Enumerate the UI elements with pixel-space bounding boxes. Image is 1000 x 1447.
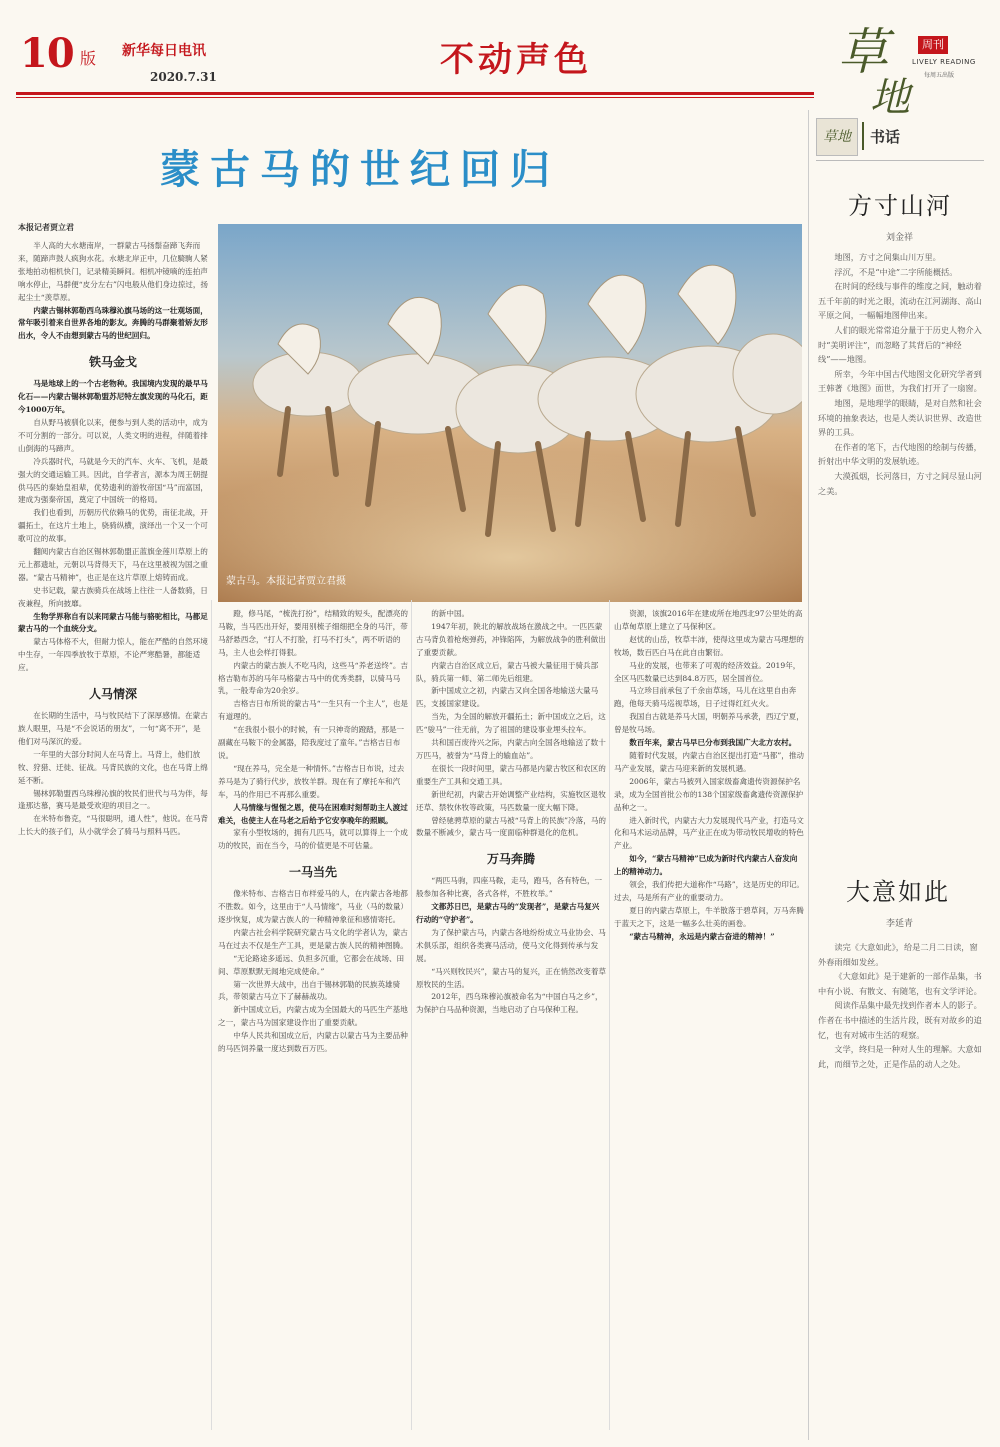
paragraph: 吉格吉日布所说的蒙古马“一生只有一个主人”，也是有道理的。: [218, 699, 408, 722]
column-divider: [609, 600, 610, 1430]
sidebar-rule: [816, 160, 984, 161]
paragraph: 锡林郭勒盟西乌珠穆沁旗的牧民们世代与马为伴，每逢那达慕，赛马是最受欢迎的项目之一。: [18, 788, 208, 811]
paragraph: 翻阅内蒙古自治区锡林郭勒盟正蓝旗金莲川草原上的元上都遗址，元朝以马背得天下，马在这里被视为国之重器。“蒙古马精神”，也正是在这片草原上熔铸而成。: [18, 547, 208, 582]
sidebar-divider: [808, 110, 809, 1440]
paragraph: 在作者的笔下，古代地图的绘制与传播，折射出中华文明的发展轨迹。: [818, 441, 982, 467]
section-subhead: 人马情深: [88, 687, 137, 702]
paragraph: 文学，终归是一种对人生的理解。大意如此，而细节之处，正是作品的动人之处。: [818, 1044, 982, 1069]
sidebar-article-author: 李延青: [886, 919, 914, 929]
column-divider: [211, 600, 212, 1430]
paper-name: 新华每日电讯: [122, 43, 206, 59]
paragraph: 我们也看到，历朝历代依赖马的优势，南征北战，开疆拓土，在这片土地上，骁骑纵横，演绎出一个又一个可歌可泣的故事。: [18, 508, 208, 544]
paragraph: 自从野马被驯化以来，便参与到人类的活动中，成为不可分割的一部分。可以说，人类文明的进程，伴随着排山倒海的马蹄声。: [18, 417, 208, 453]
column-divider: [411, 600, 412, 1430]
paragraph: 的新中国。: [431, 609, 470, 618]
section-subhead: 一马当先: [288, 865, 337, 880]
photo-caption: 蒙古马。本报记者贾立君摄: [226, 576, 346, 587]
paper-date: 2020.7.31: [150, 70, 217, 84]
paragraph: “马兴则牧民兴”，蒙古马的复兴，正在悄然改变着草原牧民的生活。: [416, 966, 606, 989]
page-header: [0, 0, 1000, 121]
paragraph: 为了保护蒙古马，内蒙古各地纷纷成立马业协会、马术俱乐部，组织各类赛马活动，使马文化得到传承与发展。: [416, 927, 606, 963]
paragraph: “两匹马驹，四座马鞍，走马，跑马，各有特色，一般参加各种比赛，各式各样，不胜枚举。”: [416, 876, 603, 899]
paragraph: 马业的发展，也带来了可观的经济效益。2019年，全区马匹数量已达到84.8万匹，居全国首位。: [614, 660, 801, 683]
paragraph: 2006年，蒙古马被列入国家级畜禽遗传资源保护名录，成为全国首批公布的138个国家级畜禽遗传资源保护品种之一。: [614, 776, 804, 812]
paragraph: 中华人民共和国成立后，内蒙古以蒙古马为主要品种的马匹饲养量一度达到数百万匹。: [218, 1031, 408, 1054]
sidebar-article-body: [818, 940, 984, 1430]
sidebar-article-author: 刘金祥: [886, 233, 914, 243]
paragraph: 蹬，修马尾，“梳洗打扮”，结精致的短头，配漂亮的马鞍，当马匹出开好，要用别梳子细细把全身的马汗，带马舒悬西念，“打人不打脸，打马不打头”，两不听语的马，主人也会样打得狠。: [218, 609, 408, 657]
sidebar-article-title: 大意如此: [846, 878, 950, 906]
horses-illustration: [218, 224, 802, 602]
header-rule-thin: [16, 97, 814, 98]
paragraph: 马立珍目前承包了千余亩草场，马儿在这里自由奔跑，他每天骑马巡视草场，日子过得红红火火。: [614, 686, 797, 709]
sidebar-article-body: [818, 250, 984, 770]
section-subhead: 铁马金戈: [88, 355, 137, 370]
article-column-4: [614, 608, 804, 1430]
paragraph: 第一次世界大战中，出自于锡林郭勒的民族英雄骑兵，带领蒙古马立下了赫赫战功。: [218, 979, 401, 1002]
paragraph: 如今，“蒙古马精神”已成为新时代内蒙古人奋发向上的精神动力。: [614, 854, 798, 877]
article-column-3: [416, 608, 606, 1430]
paragraph: 内蒙古社会科学院研究蒙古马文化的学者认为，蒙古马在过去不仅是生产工具，更是蒙古族人民的精神图腾。: [218, 927, 408, 950]
column-tag-separator: [862, 122, 864, 150]
brand-logo-char: 草: [838, 23, 888, 81]
paragraph: 在长期的生活中，马与牧民结下了深厚感情。在蒙古族人眼里，马是“不会说话的朋友”，一句“离不开”，是他们对马深沉的爱。: [18, 711, 208, 746]
article-byline: 本报记者贾立君: [18, 223, 74, 232]
paragraph: 内蒙古的蒙古族人不吃马肉，这些马“养老送终”。吉格吉勒布苏的马年马格蒙古马中的优秀类群，以骑马马乳，一般寿命为20余岁。: [218, 660, 408, 696]
horses-photo: [218, 224, 802, 602]
paragraph: 数百年来，蒙古马早已分布到我国广大北方农村。: [629, 738, 797, 748]
paragraph: 新中国成立之初，内蒙古又向全国各地输送大量马匹，支援国家建设。: [416, 686, 599, 709]
article-title: 蒙古马的世纪回归: [160, 147, 560, 193]
column-logo: [816, 118, 858, 156]
paragraph: 在很长一段时间里，蒙古马都是内蒙古牧区和农区的重要生产工具和交通工具。: [416, 763, 606, 786]
paragraph: 当先，为全国的解放开疆拓土；新中国成立之后，这匹“骏马”一往无前，为了祖国的建设事业埋头拉车。: [416, 712, 606, 735]
paragraph: 人们的眼光常常追分量于于历史人物介入时“美明评注”，而忽略了其背后的“神经线”——地图。: [818, 324, 982, 365]
paragraph: 夏日的内蒙古草原上，牛羊散落于碧草间，万马奔腾于蓝天之下，这是一幅多么壮美的画卷。: [614, 905, 804, 928]
paragraph: 生物学界称自有以来同蒙古马能与骆驼相比，马都足蒙古马的一个血统分支。: [18, 611, 208, 634]
paragraph: 新中国成立后，内蒙古成为全国最大的马匹生产基地之一，蒙古马为国家建设作出了重要贡献。: [218, 1005, 408, 1028]
paragraph: 我国自古就是养马大国，明朝养马承袭，西辽宁夏，曾是牧马场。: [614, 712, 804, 735]
section-title: 不动声色: [440, 40, 592, 80]
paragraph: 史书记载，蒙古族骑兵在战场上往往一人备数骑，日夜兼程，所向披靡。: [18, 585, 208, 608]
brand-logo-char: 地: [870, 75, 910, 121]
article-column-2: [218, 608, 408, 1430]
paragraph: 地图，方寸之间集山川万里。: [834, 252, 941, 262]
paragraph: 家有小型牧场的，拥有几匹马，就可以算得上一个成功的牧民，而在当今，马的价值更是不可估量。: [218, 828, 408, 851]
paragraph: 冷兵器时代，马就是今天的汽车、火车、飞机，是最强大的交通运输工具。因此，自学者言，源本为周王朝提供马匹的秦始皇祖辈，优势遗利的游牧帝国“马”而富国，建成为强秦帝国，奠定了中国统一的格局。: [18, 456, 208, 505]
page-suffix: 版: [80, 49, 97, 68]
paragraph: “在我很小很小的时候，有一只神奇的蹬踏，那是一副藏在马鞍下的金属器，陪我度过了童年。”吉格吉日布说。: [218, 725, 405, 760]
paragraph: 《大意如此》是于建新的一部作品集，书中有小说、有散文、有随笔，也有文学评论。: [818, 971, 982, 996]
paragraph: 赵忧的山岳，牧草丰沛，使得这里成为蒙古马理想的牧场，数百匹白马在此自由繁衍。: [614, 634, 804, 657]
paragraph: 大漠孤烟，长河落日，方寸之间尽显山河之美。: [818, 470, 982, 496]
paragraph: 马是地球上的一个古老物种。我国境内发现的最早马化石——内蒙古锡林郭勒盟苏尼特左旗发现的马化石，距今1000万年。: [18, 379, 208, 415]
paragraph: 内蒙古锡林郭勒西乌珠穆沁旗马场的这一壮观场面，常年吸引着来自世界各地的影友。奔腾的马群聚着矫友形出水，令人不由想到蒙古马的世纪回归。: [18, 305, 208, 341]
paragraph: 随着时代发展，内蒙古自治区提出打造“马都”，推动马产业发展，蒙古马迎来新的发展机遇。: [614, 750, 804, 773]
paragraph: 所幸，今年中国古代地图文化研究学者到王韩著《地图》面世，为我们打开了一扇窗。: [818, 368, 982, 394]
paragraph: 像米特布、吉格吉日布样爱马的人，在内蒙古各地都不胜数。如今，这里由于“人马情缘”，马业（马的数量）逐步恢复，成为蒙古族人的一种精神象征和感情寄托。: [218, 889, 408, 925]
article-column-1: [18, 240, 208, 1430]
paragraph: 进入新时代，内蒙古大力发展现代马产业，打造马文化和马术运动品牌，马产业正在成为带动牧民增收的特色产业。: [614, 815, 804, 851]
brand-badge: 周刊: [918, 36, 948, 54]
brand-subtitle: 每周五出版: [924, 72, 955, 79]
paragraph: 文都苏日巴，是蒙古马的“发现者”，是蒙古马复兴行动的“守护者”。: [416, 902, 600, 925]
paragraph: 共和国百废待兴之际，内蒙古向全国各地输送了数十万匹马，被誉为“马背上的输血站”。: [416, 738, 606, 760]
paragraph: 一年里的大部分时间人在马背上。马背上，他们放牧、狩猎、迁徙、征战。马背民族的文化，也在马背上绵延不断。: [18, 749, 208, 785]
paragraph: 新世纪初，内蒙古开始调整产业结构，实施牧区退牧还草、禁牧休牧等政策，马匹数量一度大幅下降。: [416, 789, 606, 812]
paragraph: 蒙古马体格不大，但耐力惊人，能在严酷的自然环境中生存，一年四季放牧于草原，不论严寒酷暑，都能适应。: [18, 637, 208, 673]
section-subhead: 万马奔腾: [486, 852, 535, 867]
paragraph: “现在养马，完全是一种情怀。”吉格吉日布说，过去养马是为了骑行代步，放牧羊群。现在有了摩托车和汽车，马的作用已不再那么重要。: [218, 763, 405, 799]
paragraph: 半人高的大水塘南岸，一群蒙古马扬鬃奋蹄飞奔而来，随蹄声鼓人疯狗水花。水塘北岸正中，几位騎駒人紧张地拍动相机快门，记录精美瞬间。相机冲镜嘀的连拍声响水停止，马群便“皮分左右”闪电般从他们身边掠过，扬起尘土“羡草原。: [18, 241, 208, 302]
paragraph: “无论路途多遥远、负担多沉重，它都会在战场、田间、草原默默无闻地完成使命。”: [218, 953, 405, 976]
paragraph: 在米特布鲁克，“马很聪明，通人性”，他说。在马背上长大的孩子们，从小就学会了骑马与照料马匹。: [18, 814, 208, 837]
paragraph: 在时间的经线与事件的维度之间，触动着五千年前的时光之眼，流动在江河湖海、高山平原之间，一幅幅地图伸出来。: [818, 281, 982, 321]
header-rule: [16, 92, 814, 95]
brand-english: LIVELY READING: [912, 58, 976, 66]
paragraph: 人马情缘与惺惺之恩，使马在困难时刻帮助主人渡过难关，也使主人在马老之后给予它安享晚年的照顾。: [218, 802, 408, 825]
paragraph: 浮沉，不是“中途”二字所能概括。: [834, 266, 958, 277]
sidebar-article-title: 方寸山河: [848, 192, 952, 220]
paragraph: 读完《大意如此》，给是二月二日读，窗外春雨细如发丝。: [818, 942, 978, 967]
column-logo-text: 草地: [823, 129, 851, 145]
column-tag: 书话: [870, 128, 901, 146]
paragraph: “蒙古马精神，永远是内蒙古奋进的精神！”: [629, 931, 775, 941]
paragraph: 曾经驰骋草原的蒙古马被“马背上的民族”冷落，马的数量不断减少，蒙古马一度面临种群退化的危机。: [416, 815, 606, 838]
paragraph: 领会，我们传把大道称作“马路”，这是历史的印记。过去，马是所有产业的重要动力。: [614, 880, 804, 902]
paragraph: 资源，该旗2016年在建成所在地西北97公里处的高山草甸草原上建立了马保种区。: [614, 609, 803, 631]
page-number: 10: [20, 30, 74, 77]
paragraph: 2012年，西乌珠穆沁旗被命名为“中国白马之乡”，为保护白马品种资源，当地启动了白马保种工程。: [416, 992, 603, 1015]
paragraph: 阅读作品集中最先找到作者本人的影子。作者在书中描述的生活片段，既有对故乡的追忆，也有对城市生活的观察。: [818, 1000, 982, 1040]
paragraph: 内蒙古自治区成立后，蒙古马被大量征用于骑兵部队，骑兵第一师、第二师先后组建。: [416, 660, 599, 683]
paragraph: 1947年初，陕北的解放战场在激战之中。一匹匹蒙古马背负着枪炮弹药，冲锋陷阵，为解放战争的胜利做出了重要贡献。: [416, 621, 606, 657]
paragraph: 地图，是地理学的眼睛，是对自然和社会环境的抽象表达，也是人类认识世界、改造世界的工具。: [818, 397, 982, 438]
